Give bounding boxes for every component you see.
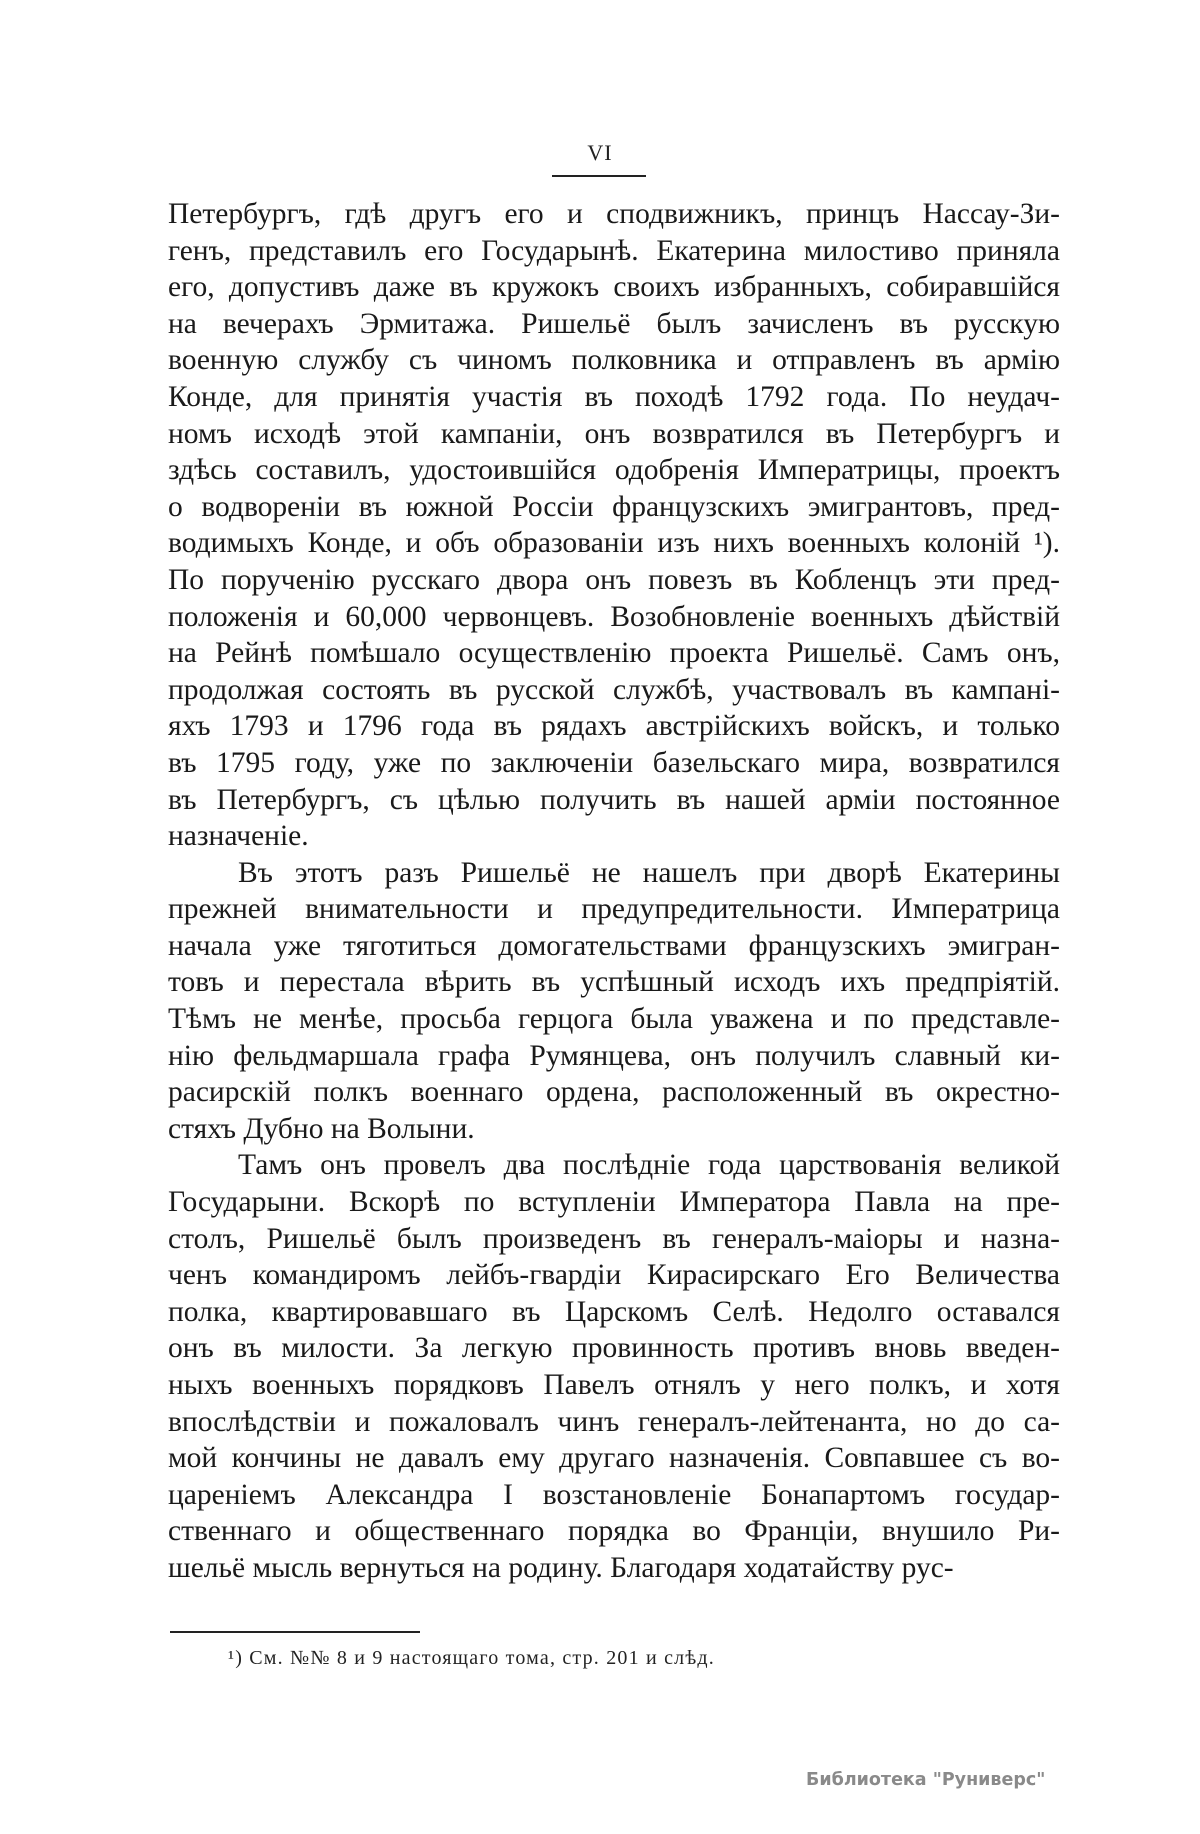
text-line: о водвореніи въ южной Россіи французскихъ эмигрантовъ, пред- [168, 490, 1060, 523]
text-line: здѣсь составилъ, удостоившійся одобренія Императрицы, проектъ [168, 454, 1060, 487]
text-line: положенія и 60,000 червонцевъ. Возобновленіе военныхъ дѣйствій [168, 600, 1060, 633]
text-line: Конде, для принятія участія въ походѣ 1792 года. По неудач- [168, 380, 1060, 413]
text-line: Тѣмъ не менѣе, просьба герцога была уважена и по представле- [168, 1003, 1060, 1036]
text-line: мой кончины не давалъ ему другаго назначенія. Совпавшее съ во- [168, 1442, 1060, 1475]
text-line: въ 1795 году, уже по заключеніи базельскаго мира, возвратился [168, 746, 1060, 779]
header-rule [552, 175, 646, 177]
text-line: Государыни. Вскорѣ по вступленіи Императора Павла на пре- [168, 1186, 1060, 1219]
body-text [168, 196, 1060, 1587]
text-line: его, допустивъ даже въ кружокъ своихъ избранныхъ, собиравшійся [168, 271, 1060, 304]
text-line: Въ этотъ разъ Ришельё не нашелъ при дворѣ Екатерины [238, 856, 1060, 889]
text-line: на вечерахъ Эрмитажа. Ришельё былъ зачисленъ въ русскую [168, 307, 1060, 340]
paragraph [168, 1147, 1060, 1586]
text-line: расирскій полкъ военнаго ордена, расположенный въ окрестно- [168, 1076, 1060, 1109]
text-line: шельё мысль вернуться на родину. Благодаря ходатайству рус- [168, 1551, 954, 1584]
text-line: онъ въ милости. За легкую провинность противъ вновь введен- [168, 1332, 1060, 1365]
text-line: цареніемъ Александра I возстановленіе Бонапартомъ государ- [168, 1478, 1060, 1511]
text-line: полка, квартировавшаго въ Царскомъ Селѣ. Недолго оставался [168, 1295, 1060, 1328]
text-line: прежней внимательности и предупредительности. Императрица [168, 893, 1060, 926]
text-line: ственнаго и общественнаго порядка во Франціи, внушило Ри- [168, 1515, 1060, 1548]
text-line: на Рейнѣ помѣшало осуществленію проекта Ришельё. Самъ онъ, [168, 637, 1060, 670]
text-line: Петербургъ, гдѣ другъ его и сподвижникъ, принцъ Нассау-Зи- [168, 198, 1060, 230]
footnote: ¹) См. №№ 8 и 9 настоящаго тома, стр. 201 и слѣд. [228, 1647, 716, 1669]
text-line: стяхъ Дубно на Волыни. [168, 1112, 475, 1145]
paragraph [168, 196, 1060, 855]
text-line: номъ исходѣ этой кампаніи, онъ возвратился въ Петербургъ и [168, 417, 1060, 450]
library-watermark: Библиотека "Руниверс" [806, 1770, 1046, 1790]
text-line: продолжая состоять въ русской службѣ, участвовалъ въ кампані- [168, 673, 1060, 706]
paragraph [168, 855, 1060, 1148]
text-line: Тамъ онъ провелъ два послѣдніе года царствованія великой [238, 1149, 1060, 1182]
text-line: водимыхъ Конде, и объ образованіи изъ нихъ военныхъ колоній ¹). [168, 527, 1060, 560]
text-line: ныхъ военныхъ порядковъ Павелъ отнялъ у него полкъ, и хотя [168, 1369, 1060, 1401]
text-line: военную службу съ чиномъ полковника и отправленъ въ армію [168, 344, 1060, 377]
footnote-rule [170, 1631, 420, 1633]
page-number: VI [587, 140, 613, 165]
text-line: въ Петербургъ, съ цѣлью получить въ нашей арміи постоянное [168, 783, 1060, 816]
text-line: товъ и перестала вѣрить въ успѣшный исходъ ихъ предпріятій. [168, 966, 1060, 999]
text-line: яхъ 1793 и 1796 года въ рядахъ австрійскихъ войскъ, и только [168, 710, 1060, 743]
text-line: ченъ командиромъ лейбъ-гвардіи Кирасирскаго Его Величества [168, 1259, 1060, 1292]
text-line: назначеніе. [168, 820, 309, 853]
text-line: нію фельдмаршала графа Румянцева, онъ получилъ славный ки- [168, 1039, 1060, 1072]
text-line: По порученію русскаго двора онъ повезъ въ Кобленцъ эти пред- [168, 563, 1060, 596]
text-line: начала уже тяготиться домогательствами французскихъ эмигран- [168, 929, 1060, 962]
text-line: впослѣдствіи и пожаловалъ чинъ генералъ-лейтенанта, но до са- [168, 1405, 1060, 1438]
text-line: столъ, Ришельё былъ произведенъ въ генералъ-маіоры и назна- [168, 1222, 1060, 1255]
text-line: генъ, представилъ его Государынѣ. Екатерина милостиво приняла [168, 234, 1060, 267]
